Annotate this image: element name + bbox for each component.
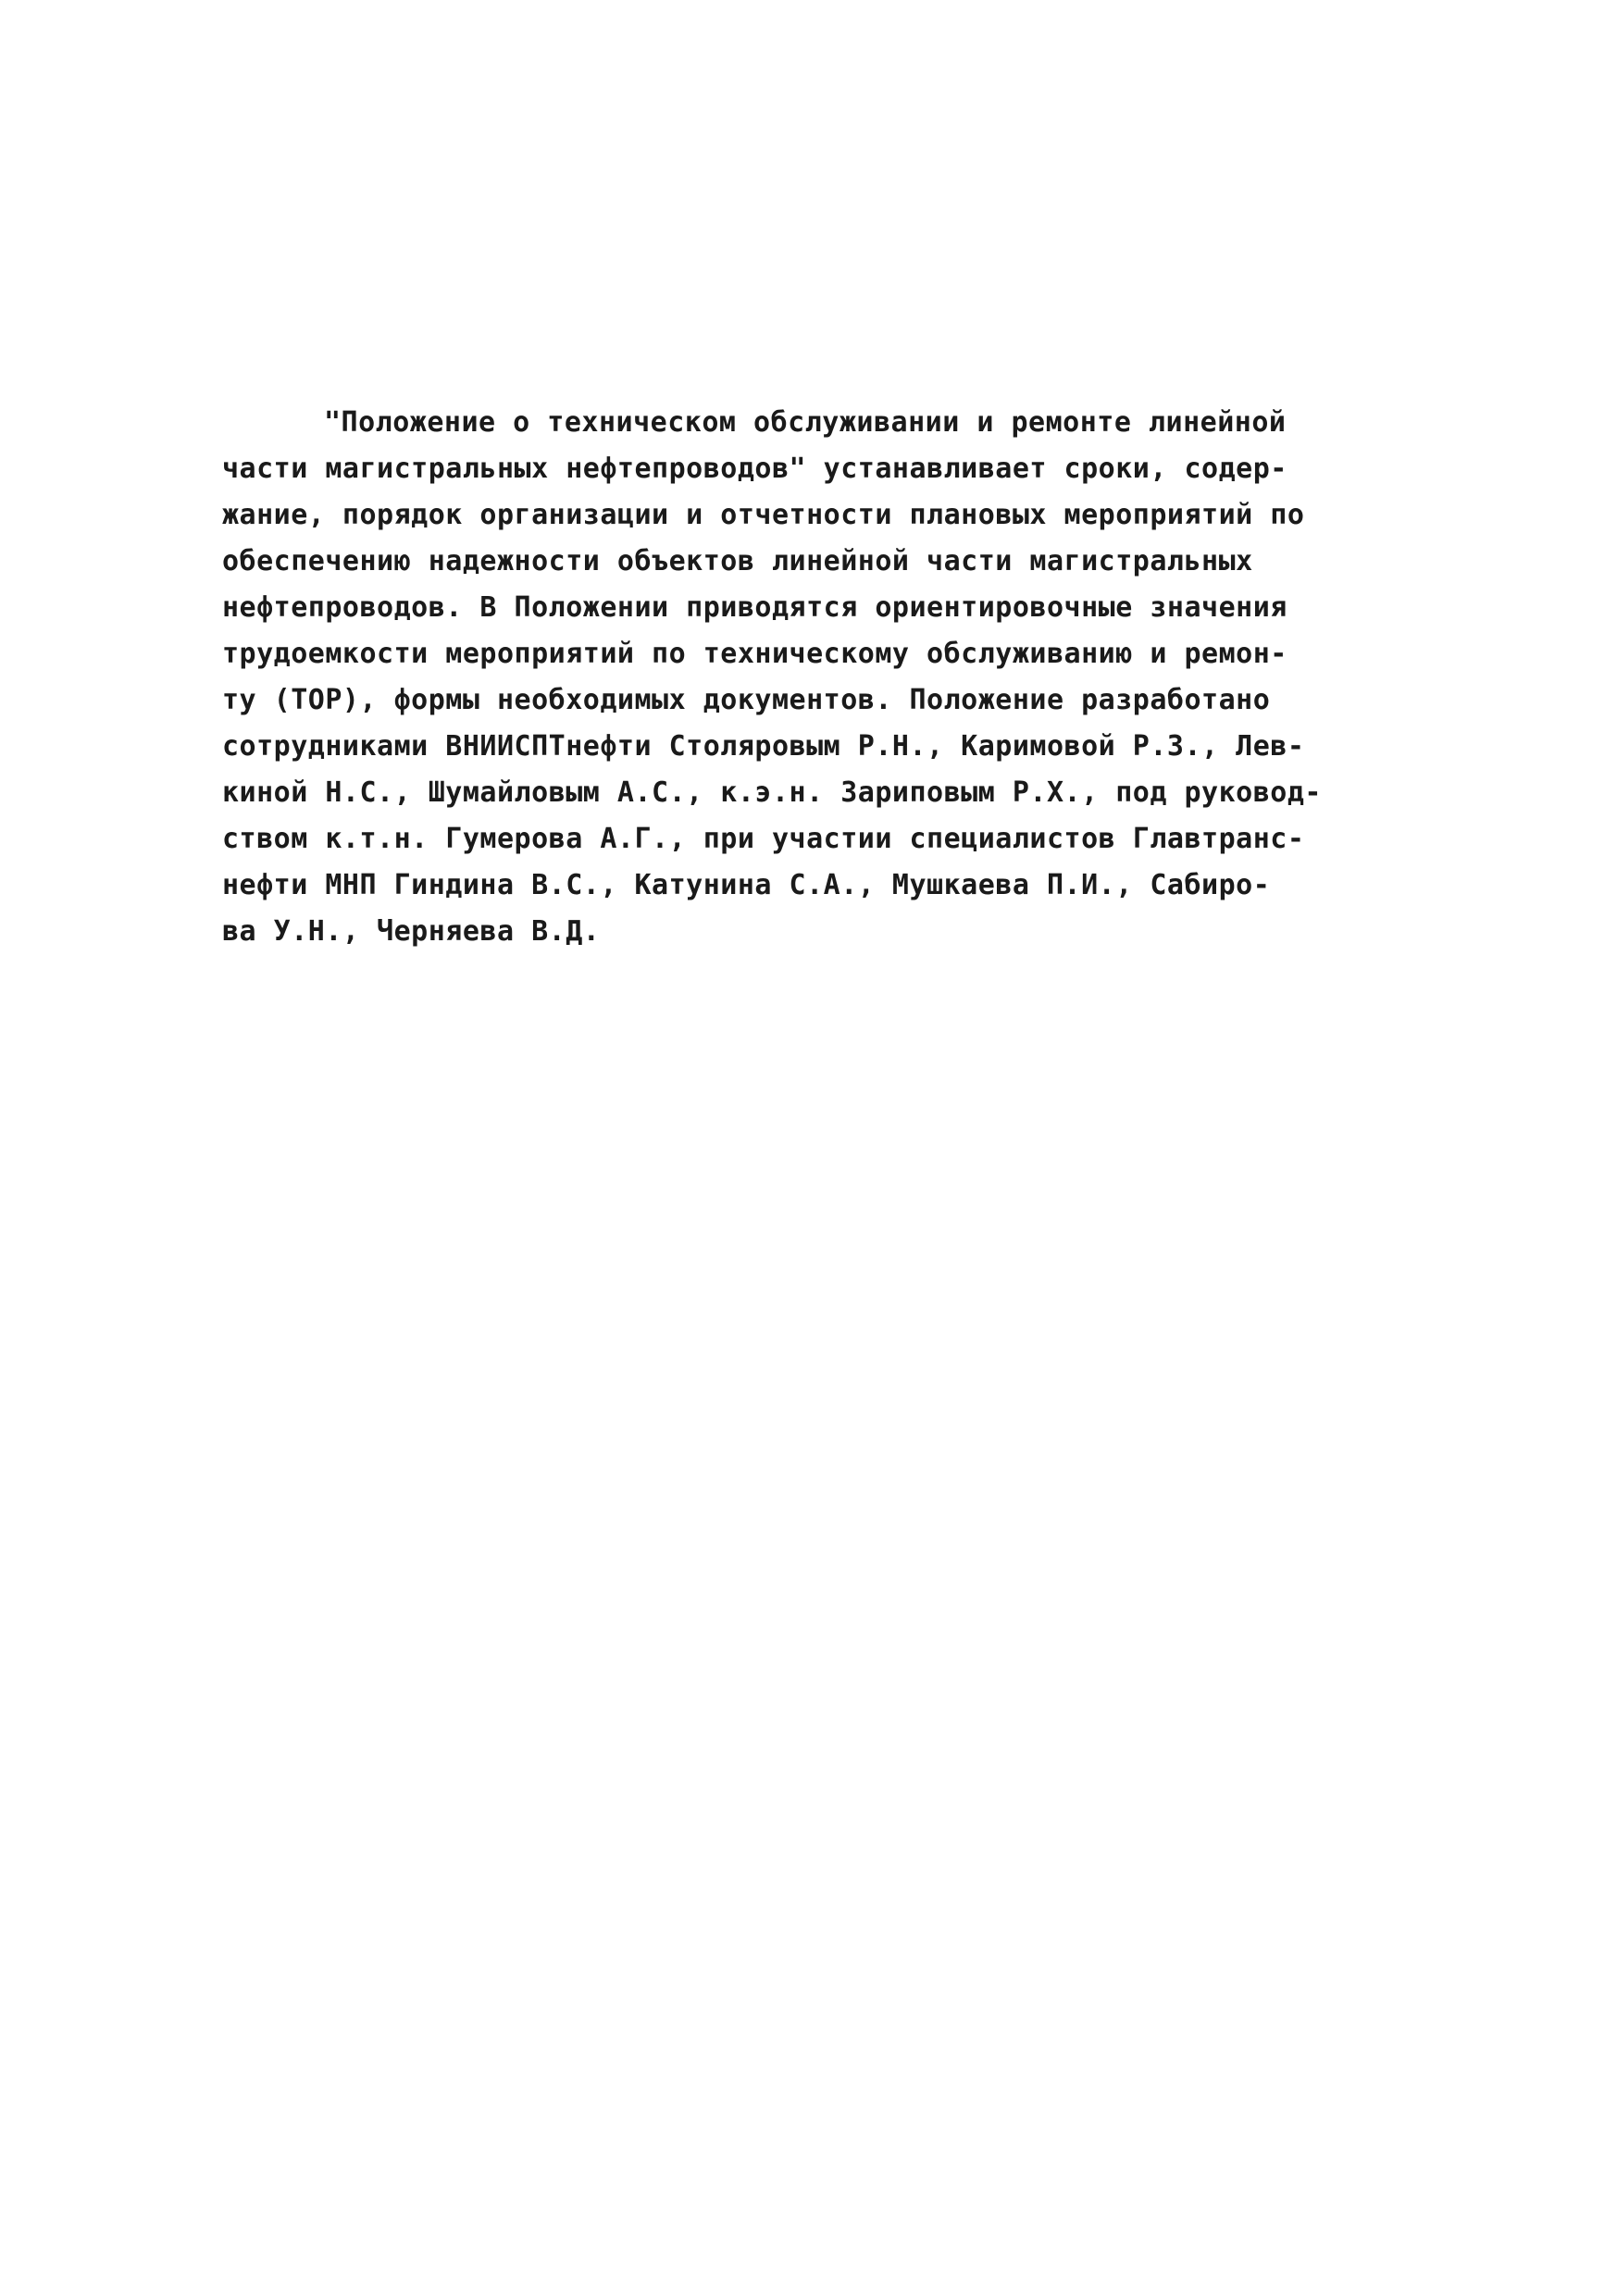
paragraph-line: жание, порядок организации и отчетности плановых мероприятий по (222, 499, 1305, 531)
paragraph-line: ством к.т.н. Гумерова А.Г., при участии специалистов Главтранс- (222, 823, 1305, 855)
paragraph-line: трудоемкости мероприятий по техническому обслуживанию и ремон- (222, 638, 1287, 670)
paragraph-line: ту (ТОР), формы необходимых документов. Положение разработано (222, 684, 1271, 716)
paragraph-line: обеспечению надежности объектов линейной части магистральных (222, 545, 1253, 577)
abstract-paragraph (222, 400, 1462, 955)
paragraph-line: "Положение о техническом обслуживании и ремонте линейной (324, 406, 1287, 439)
paragraph-line: ва У.Н., Черняева В.Д. (222, 915, 601, 948)
paragraph-line: нефти МНП Гиндина В.С., Катунина С.А., Мушкаева П.И., Сабиро- (222, 869, 1271, 901)
paragraph-line: части магистральных нефтепроводов" устанавливает сроки, содер- (222, 453, 1287, 485)
paragraph-line: нефтепроводов. В Положении приводятся ориентировочные значения (222, 591, 1287, 624)
paragraph-line: киной Н.С., Шумайловым А.С., к.э.н. Зариповым Р.Х., под руковод- (222, 776, 1322, 809)
paragraph-line: сотрудниками ВНИИСПТнефти Столяровым Р.Н., Каримовой Р.З., Лев- (222, 730, 1305, 763)
